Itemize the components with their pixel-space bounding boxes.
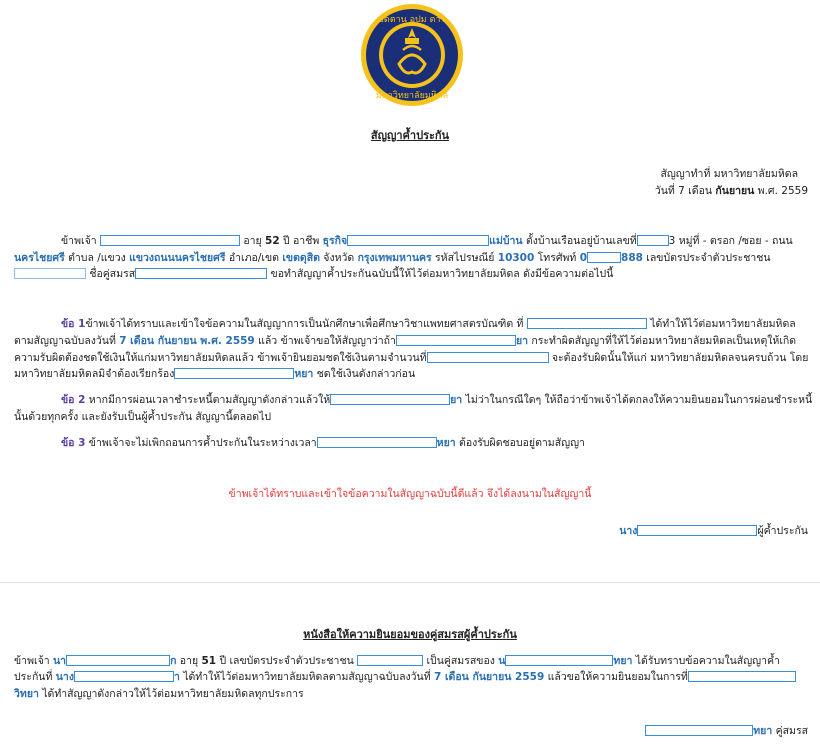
consent-title: หนังสือให้ความยินยอมของคู่สมรสผู้ค้ำประกัน [303, 628, 517, 641]
svg-text:อดตาน อุปม ตาว: อดตาน อุปม ตาว [378, 15, 446, 25]
redacted-field [427, 352, 549, 363]
clause-3-line-1: ข้อ 3 ข้าพเจ้าจะไม่เพิกถอนการค้ำประกันในระหว่างเวลา หยา ต้องรับผิดชอบอยู่ตามสัญญา [61, 437, 585, 449]
guarantor-info-line-1: ข้าพเจ้า อายุ 52 ปี อาชีพ ธุรกิจ แม่บ้าน ตั้งบ้านเรือนอยู่บ้านเลขที่ 3 หมู่ที่ - ตรอก /ซอย - ถนน [61, 235, 793, 247]
acknowledgement-text: ข้าพเจ้าได้ทราบและเข้าใจข้อความในสัญญาฉบับนี้ดีแล้ว จึงได้ลงนามในสัญญานี้ [228, 488, 592, 500]
clause-1-line-4: มหาวิทยาลัยมหิดลมิจำต้องเรียกร้อง หยา ชดใช้เงินดังกล่าวก่อน [14, 368, 416, 380]
guarantor-info-line-2: นครไชยศรี ตำบล /แขวง แขวงถนนนครไชยศรี อำเภอ/เขต เขตดุสิต จังหวัด กรุงเทพมหานคร รหัสไปรษณีย์ 10300 โทรศัพท์ 0 888 เลขบัตรประจำตัวประชาชน [14, 252, 771, 264]
guarantor-signature: นาง ผู้ค้ำประกัน [619, 525, 808, 537]
consent-line-2: ประกันที่ นาง า ได้ทำให้ไว้ต่อมหาวิทยาลัยมหิดลตามสัญญาฉบับลงวันที่ 7 เดือน กันยายน 2559 แล้วขอให้ความยินยอมในการที่ [14, 668, 796, 685]
redacted-field [174, 368, 294, 379]
redacted-field [396, 335, 516, 346]
redacted-field [357, 655, 423, 666]
redacted-field [74, 671, 174, 682]
redacted-field [100, 235, 240, 246]
redacted-field [527, 318, 647, 329]
redacted-field [688, 671, 796, 682]
redacted-field [645, 725, 753, 736]
redacted-field [637, 525, 757, 536]
guarantor-info-line-3: ชื่อคู่สมรส ขอทำสัญญาค้ำประกันฉบับนี้ให้ไว้ต่อมหาวิทยาลัยมหิดล ดังมีข้อความต่อไปนี้ [14, 265, 613, 282]
redacted-field [14, 268, 86, 279]
consent-line-3: วิทยา ได้ทำสัญญาดังกล่าวให้ไว้ต่อมหาวิทยาลัยมหิดลทุกประการ [14, 688, 304, 700]
document-title: สัญญาค้ำประกัน [370, 129, 450, 142]
redacted-field [347, 235, 489, 246]
university-seal-logo [359, 2, 465, 108]
section-divider [0, 582, 820, 583]
svg-text:มหาวิทยาลัยมหิดล: มหาวิทยาลัยมหิดล [375, 91, 449, 101]
redacted-field [135, 268, 267, 279]
redacted-field [66, 655, 170, 666]
clause-1-line-3: ความรับผิดต้องชดใช้เงินให้แก่มหาวิทยาลัยมหิดลแล้ว ข้าพเจ้ายินยอมชดใช้เงินตามจำนวนที่ จะต้องรับผิดนั้นให้แก่ มหาวิทยาลัยมหิดลจนครบถ้วน โดย [14, 352, 809, 364]
consent-line-1: ข้าพเจ้า นา ก อายุ 51 ปี เลขบัตรประจำตัวประชาชน เป็นคู่สมรสของ น ทยา ได้รับทราบข้อความในสัญญาค้ำ [14, 655, 780, 667]
clause-1-line-2: ตามสัญญาฉบับลงวันที่ 7 เดือน กันยายน พ.ศ. 2559 แล้ว ข้าพเจ้าขอให้สัญญาว่าถ้า ยา กระทำผิดสัญญาที่ให้ไว้ต่อมหาวิทยาลัยมหิดลเป็นเหตุให้เกิด [14, 335, 797, 347]
redacted-field [330, 394, 450, 405]
clause-1-label: ข้อ 1 [61, 318, 86, 330]
contract-place: สัญญาทำที่ มหาวิทยาลัยมหิดล [660, 168, 798, 180]
clause-2-label: ข้อ 2 [61, 394, 86, 406]
clause-2-line-1: ข้อ 2 หากมีการผ่อนเวลาชำระหนี้ตามสัญญาดังกล่าวแล้วให้ ยา ไม่ว่าในกรณีใดๆ ให้ถือว่าข้าพเจ้าได้ตกลงให้ความยินยอมในการผ่อนชำระหนี้ [61, 394, 813, 406]
clause-1-line-1: ข้อ 1ข้าพเจ้าได้ทราบและเข้าใจข้อความในสัญญาการเป็นนักศึกษาเพื่อศึกษาวิชาแพทยศาสตรบัณฑิต ที่ ได้ทำให้ไว้ต่อมหาวิทยาลัยมหิดล [61, 318, 796, 330]
spouse-signature: ทยา คู่สมรส [645, 722, 808, 739]
clause-3-label: ข้อ 3 [61, 437, 86, 449]
redacted-field [587, 252, 621, 263]
redacted-field [637, 235, 669, 246]
redacted-field [317, 437, 437, 448]
contract-date: วันที่ 7 เดือน กันยายน พ.ศ. 2559 [654, 185, 808, 197]
redacted-field [505, 655, 613, 666]
clause-2-line-2: นั้นด้วยทุกครั้ง และยังรับเป็นผู้ค้ำประกัน สัญญานี้ตลอดไป [14, 411, 272, 423]
